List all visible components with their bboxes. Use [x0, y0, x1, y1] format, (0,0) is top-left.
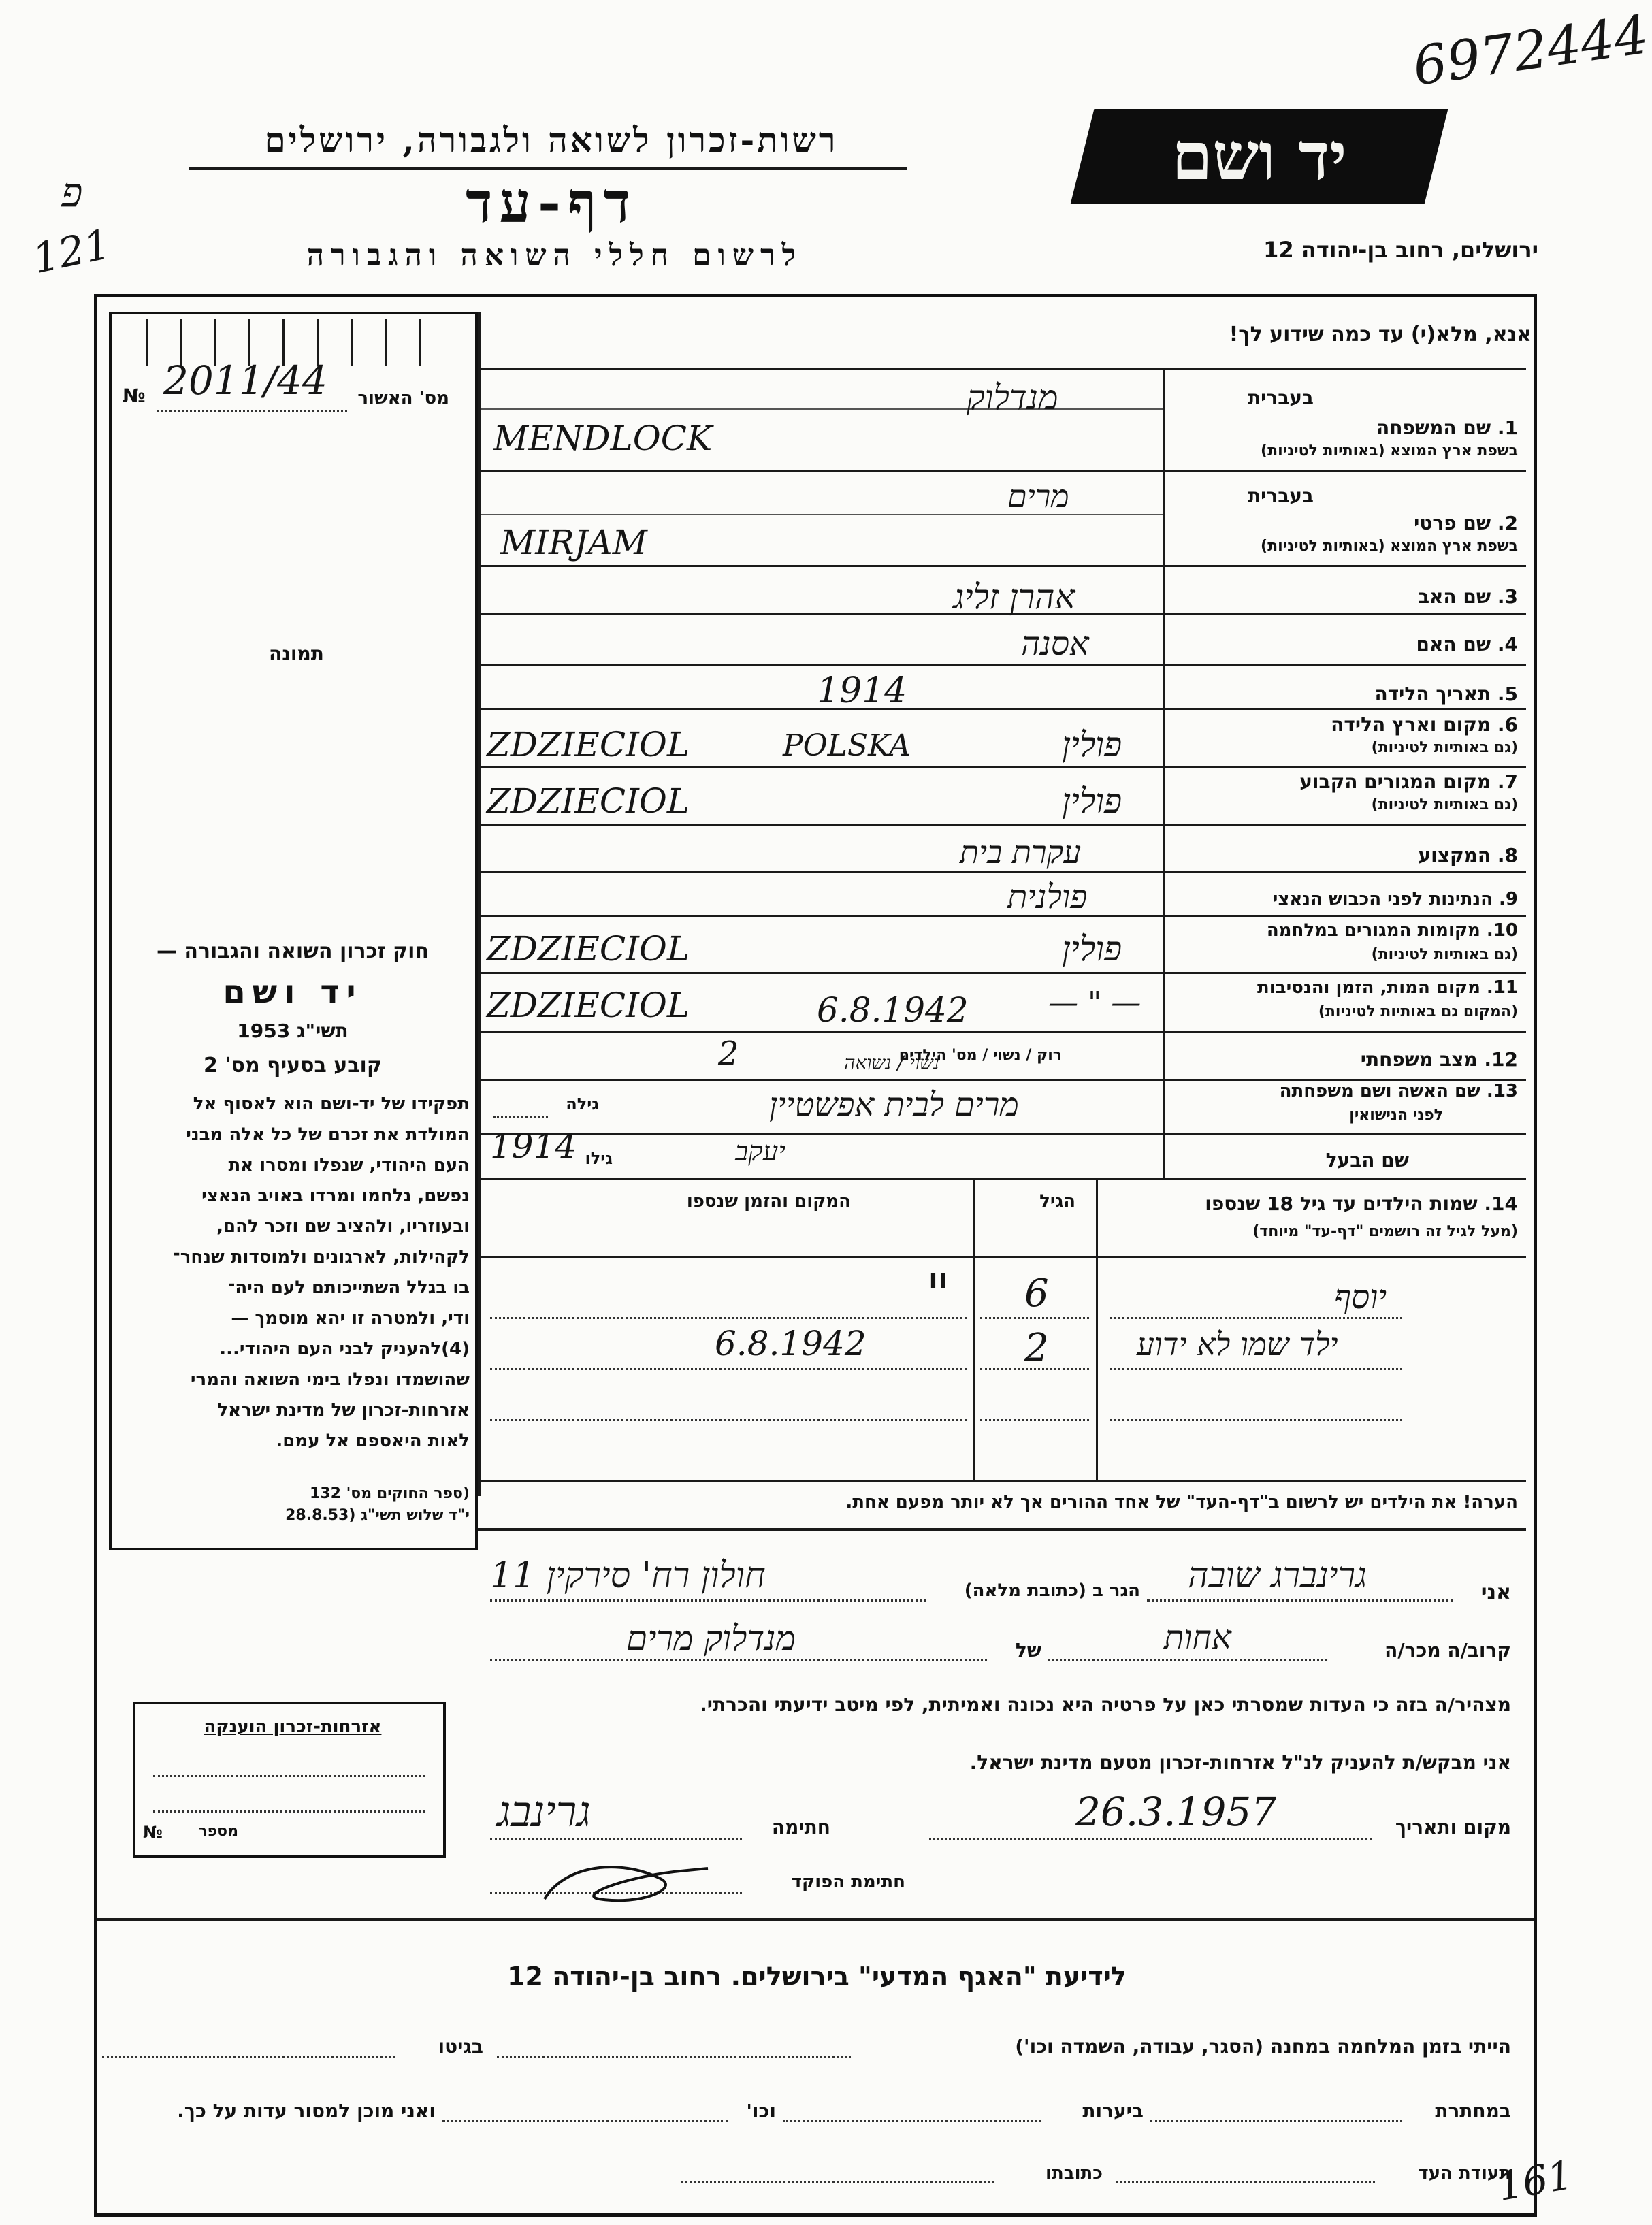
footer-line2-a: במחתרת: [1435, 2100, 1511, 2122]
table-bottom-rule: [481, 1480, 1526, 1482]
law-line: העם היהודי, שנפלו ומסרו את: [228, 1155, 470, 1175]
footer-line: [102, 2056, 395, 2058]
footer-line3-a: תעודת העד: [1418, 2163, 1511, 2183]
field-11-label: 11. מקום המות, הזמן והנסיבות: [1257, 977, 1518, 998]
date-value: 26.3.1957: [1075, 1789, 1277, 1835]
law-line: בו בגלל השתייכותם לעם היה־: [227, 1278, 470, 1298]
address-line: ירושלים, רחוב בן-יהודה 12: [1263, 237, 1538, 263]
row-rule: [481, 565, 1526, 567]
child-1-name: יוסף: [1334, 1278, 1387, 1316]
husband-age: 1914: [490, 1126, 577, 1166]
signature-line: [490, 1838, 742, 1840]
row-rule: [481, 766, 1526, 768]
officer-label: חתימת הפוקד: [791, 1872, 905, 1892]
note-rule: [478, 1528, 1526, 1531]
law-text: [116, 1089, 470, 1457]
approval-no-symbol: №: [123, 385, 146, 407]
field-12-label: 12. מצב משפחתי: [1360, 1048, 1518, 1071]
field-12-printed: רוק / נשוי / מס' הילדים: [898, 1047, 1062, 1064]
corner-number: 6972444: [1409, 4, 1652, 98]
child-2-place: 6.8.1942: [715, 1324, 867, 1363]
field-11-dash: — " —: [1048, 986, 1141, 1020]
margin-number: 121: [28, 220, 115, 284]
margin-letter: פ: [61, 169, 83, 216]
field-6-city: ZDZIECIOL: [487, 725, 690, 764]
child-line: [490, 1317, 967, 1319]
field-1-hebrew: מנדלוק: [967, 378, 1058, 417]
field-3-label: 3. שם האב: [1417, 585, 1518, 608]
field-4-value: אסנה: [1021, 625, 1089, 663]
law-name: יד ושם: [223, 973, 363, 1011]
field-1-tag: בעברית: [1247, 387, 1314, 409]
field-6-country: POLSKA: [783, 728, 911, 763]
witness-relation-label: קרוב/ה מכר/ה: [1384, 1639, 1511, 1661]
field-3-value: אהרן זליג: [953, 577, 1075, 617]
witness-of-line: [490, 1659, 987, 1661]
law-line: תפקידו של יד-ושם הוא לאסוף אל: [193, 1094, 470, 1114]
field-10-label: 10. מקומות המגורים במלחמה: [1266, 920, 1518, 941]
yad-vashem-logo: [1071, 109, 1448, 204]
children-label: 14. שמות הילדים עד גיל 18 שנספו: [1205, 1192, 1518, 1215]
footer-side-number: 161: [1493, 2151, 1576, 2211]
child-line: [490, 1419, 967, 1421]
field-4-label: 4. שם האם: [1416, 633, 1518, 655]
memorial-line: [153, 1775, 425, 1777]
witness-resident-label: הגר ב (כתובת מלאה): [964, 1580, 1140, 1601]
signature-label: חתימה: [771, 1816, 830, 1838]
row-rule: [481, 915, 1526, 917]
child-line: [980, 1419, 1089, 1421]
field-11-city: ZDZIECIOL: [487, 986, 690, 1025]
field-8-label: 8. המקצוע: [1418, 844, 1518, 866]
field-10-heb: פולין: [1062, 929, 1122, 969]
approval-label: מס' האשור: [357, 388, 449, 408]
col-place-header: המקום והזמן שנספו: [686, 1191, 851, 1212]
approval-value: 2011/44: [163, 357, 327, 404]
field-12-children: 2: [718, 1035, 739, 1073]
witness-name-line: [1147, 1599, 1453, 1602]
law-line: ודי, ולמטרה זו יהא מוסמך —: [231, 1308, 470, 1329]
logo-text: יד ושם: [1171, 118, 1347, 195]
witness-of-value: מנדלוק מרים: [626, 1619, 796, 1658]
footer-title: לידיעת "האגף המדעי" בירושלים. רחוב בן-יהודה 12: [507, 1962, 1127, 1992]
law-section: קובע בסעיף מס' 2: [204, 1054, 382, 1077]
field-13-value: מרים לבית אפשטיין: [769, 1086, 1019, 1124]
institution-line: רשות-זכרון לשואה ולגבורה, ירושלים: [264, 120, 839, 160]
child-2-age: 2: [1024, 1326, 1049, 1370]
table-header-rule: [481, 1256, 1526, 1258]
law-ref-2: י"ד שלוש תשי"ג (28.8.53: [285, 1507, 470, 1524]
field-6-label: 6. מקום וארץ הלידה: [1331, 713, 1518, 736]
row-rule: [481, 871, 1526, 873]
law-line: (4)להעניק לבני העם היהודי...: [219, 1339, 470, 1359]
witness-name: גרינברג שובה: [1188, 1555, 1367, 1596]
husband-label: שם הבעל: [1325, 1149, 1409, 1171]
field-13-age-label: גילה: [566, 1094, 599, 1114]
signature-value: גרינבג: [497, 1787, 591, 1836]
field-13-label: 13. שם האשה ושם משפחתה: [1279, 1081, 1518, 1101]
child-line: [1110, 1419, 1402, 1421]
witness-request: אני מבקש/ת להעניק לנ"ל אזרחות-זכרון מטעם מדינת ישראל.: [969, 1751, 1511, 1774]
row-rule: [481, 1133, 1526, 1135]
law-line: המולדת את זכרם של כל אלה מבני: [186, 1124, 470, 1145]
form-intro: אנא, מלא(י) עד כמה שידוע לך!: [1229, 323, 1532, 346]
child-line: [1110, 1317, 1402, 1319]
table-divider: [1096, 1180, 1098, 1480]
field-11-date: 6.8.1942: [817, 990, 969, 1030]
form-title: דף-עד: [466, 170, 637, 236]
field-8-value: עקרת בית: [960, 834, 1082, 871]
place-date-label: מקום ותאריך: [1395, 1816, 1511, 1838]
law-line: נפשם, נלחמו ומרדו באויב הנאצי: [201, 1186, 470, 1206]
footer-line: [1116, 2181, 1375, 2183]
husband-age-label: גילו: [585, 1149, 613, 1168]
field-1-label: 1. שם המשפחה: [1376, 417, 1518, 439]
approval-line: [157, 410, 347, 412]
footer-line3-b: כתובתו: [1046, 2163, 1103, 2183]
field-7-label: 7. מקום המגורים הקבוע: [1299, 770, 1518, 793]
child-line: [1110, 1368, 1402, 1370]
memorial-no-symbol: №: [143, 1823, 163, 1842]
table-divider: [973, 1180, 975, 1480]
col-age-header: הגיל: [1039, 1191, 1075, 1212]
field-7-city: ZDZIECIOL: [487, 781, 690, 821]
field-13-sub: לפני הנישואין: [1349, 1107, 1443, 1124]
officer-signature: [538, 1851, 715, 1913]
footer-line2-c: וכו': [746, 2100, 776, 2122]
law-ref-1: (ספר החוקים מס' 132: [309, 1485, 470, 1502]
witness-declaration: מצהיר/ה בזה כי העדות שמסרתי כאן על פרטיה היא נכונה ואמיתית, לפי מיטב ידיעתי והכרתי.: [700, 1693, 1511, 1716]
field-7-sub: (גם באותיות לטיניות): [1371, 796, 1518, 813]
footer-line: [497, 2056, 851, 2058]
memorial-number-label: מספר: [198, 1823, 238, 1840]
place-date-line: [929, 1838, 1372, 1840]
footer-rule: [97, 1918, 1534, 1921]
row-rule: [481, 470, 1526, 472]
husband-value: יעקב: [735, 1136, 785, 1167]
law-line: שהושמדו ונפלו בימי השואה והמרי: [190, 1369, 470, 1390]
row-rule: [481, 664, 1526, 666]
law-line: לאות היאספם אל עמם.: [276, 1431, 470, 1451]
field-2-label: 2. שם פרטי: [1414, 512, 1518, 534]
field-10-sub: (גם באותיות לטיניות): [1371, 946, 1518, 963]
field-9-value: פולנית: [1007, 878, 1088, 916]
field-11-sub: (המקום גם באותיות לטיניות): [1318, 1003, 1518, 1020]
law-year: תשי"ג 1953: [237, 1020, 349, 1042]
footer-line: [1150, 2120, 1402, 2122]
form-subtitle: לרשום חללי השואה והגבורה: [306, 238, 803, 273]
witness-address: חולון רח' סירקין 11: [490, 1555, 766, 1596]
field-5-label: 5. תאריך הלידה: [1374, 683, 1518, 705]
field-1-sub: בשפת ארץ המוצא (באותיות לטיניות): [1261, 442, 1518, 459]
witness-relation-line: [1048, 1659, 1327, 1661]
witness-address-line: [490, 1599, 926, 1602]
age-line: [493, 1116, 548, 1118]
photo-label: תמונה: [269, 643, 324, 665]
child-line: [490, 1368, 967, 1370]
footer-line2-d: ואני מוכן למסור עדות על כך.: [177, 2100, 436, 2122]
row-rule: [481, 408, 1163, 410]
child-1-place: ": [926, 1263, 951, 1326]
law-line: אזרחות-זכרון של מדינת ישראל: [217, 1400, 470, 1420]
law-title: חוק זכרון השואה והגבורה —: [156, 939, 430, 963]
field-6-sub: (גם באותיות לטיניות): [1371, 739, 1518, 756]
field-10-city: ZDZIECIOL: [487, 929, 690, 969]
footer-line2-b: ביערות: [1082, 2100, 1144, 2122]
footer-line1-a: הייתי בזמן המלחמה במחנה (הסגר, עבודה, השמדה וכו'): [1015, 2035, 1511, 2058]
witness-i-label: אני: [1480, 1580, 1511, 1604]
row-rule: [481, 1031, 1526, 1033]
memorial-title: אזרחות-זכרון הוענקה: [204, 1717, 382, 1737]
witness-of-label: של: [1015, 1639, 1041, 1661]
row-rule: [481, 972, 1526, 974]
field-2-hebrew: מרים: [1007, 478, 1069, 515]
child-1-age: 6: [1024, 1271, 1049, 1316]
children-note: הערה! את הילדים יש לרשום ב"דף-העד" של אחד ההורים אך לא יותר מפעם אחת.: [845, 1492, 1518, 1512]
field-1-latin: MENDLOCK: [493, 419, 713, 458]
field-6-heb: פולין: [1062, 725, 1122, 764]
field-9-label: 9. הנתינות לפני הכבוש הנאצי: [1272, 889, 1518, 909]
col-divider-labels: [1163, 368, 1165, 1178]
footer-line: [681, 2181, 994, 2183]
row-rule: [481, 1178, 1526, 1180]
children-sub: (מעל לגיל זה רושמים "דף-עד" מיוחד): [1252, 1223, 1518, 1240]
row-rule: [481, 824, 1526, 826]
field-2-tag: בעברית: [1247, 485, 1314, 507]
col-divider-left: [478, 312, 481, 1496]
child-line: [980, 1317, 1089, 1319]
intro-rule: [478, 368, 1526, 370]
law-line: ובעוזריו, ולהציב שם וזכר להם,: [216, 1216, 470, 1237]
field-5-value: 1914: [817, 670, 907, 711]
field-2-latin: MIRJAM: [500, 523, 647, 562]
row-rule: [481, 708, 1526, 710]
footer-line1-b: בגיטו: [438, 2035, 483, 2058]
footer-line: [783, 2120, 1041, 2122]
memorial-line: [153, 1810, 425, 1813]
field-7-heb: פולין: [1062, 781, 1122, 821]
field-12-value: נשוי / נשואה: [844, 1052, 939, 1074]
child-2-name: ילד שמו לא ידוע: [1137, 1326, 1338, 1363]
field-2-sub: בשפת ארץ המוצא (באותיות לטיניות): [1261, 538, 1518, 555]
witness-relation: אחות: [1164, 1619, 1231, 1657]
footer-line: [442, 2120, 728, 2122]
law-line: לקהילות, לארגונים ולמוסדות שנחר־: [172, 1247, 470, 1267]
